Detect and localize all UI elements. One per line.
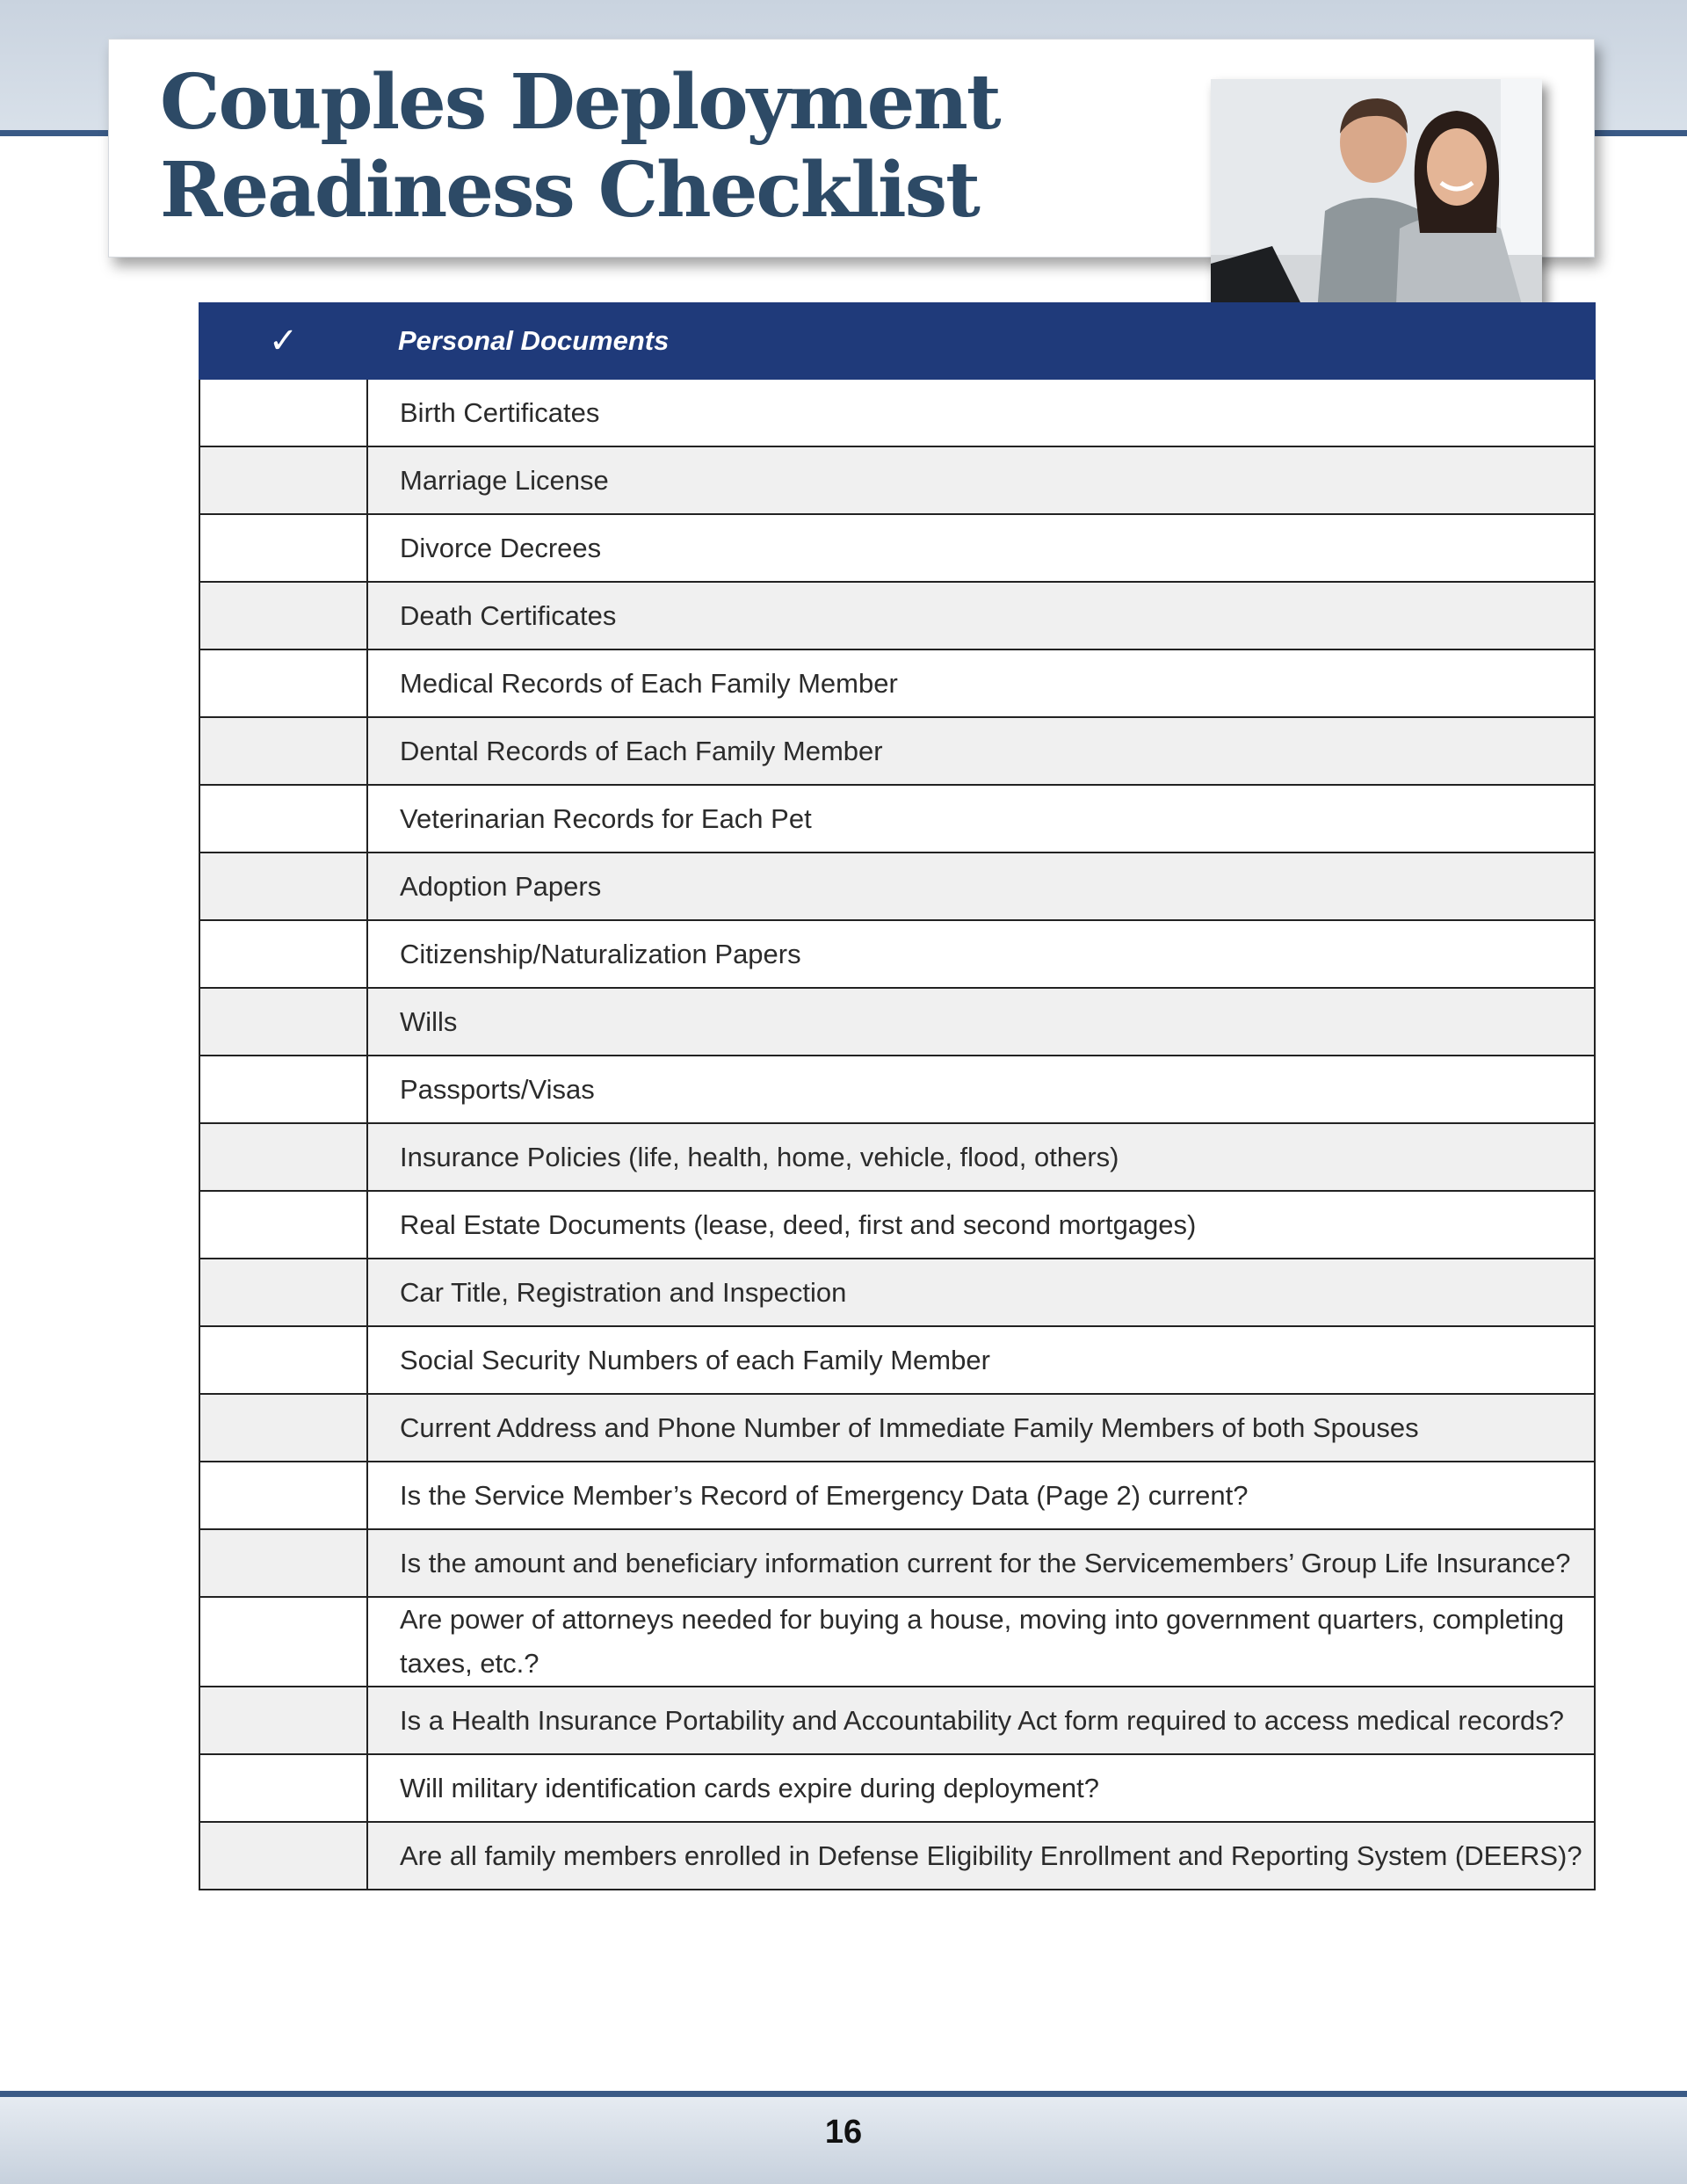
item-label: Car Title, Registration and Inspection (367, 1259, 1595, 1326)
checkbox-cell[interactable] (199, 1394, 367, 1462)
item-label: Citizenship/Naturalization Papers (367, 920, 1595, 988)
checkbox-cell[interactable] (199, 1123, 367, 1191)
checkbox-cell[interactable] (199, 446, 367, 514)
table-row (199, 1123, 1595, 1191)
table-row (199, 1687, 1595, 1754)
item-label: Insurance Policies (life, health, home, vehicle, flood, others) (367, 1123, 1595, 1191)
item-label: Is a Health Insurance Portability and Accountability Act form required to access medical records? (367, 1687, 1595, 1754)
item-label: Marriage License (367, 446, 1595, 514)
checkbox-cell[interactable] (199, 1687, 367, 1754)
checkbox-cell[interactable] (199, 988, 367, 1056)
page-number: 16 (824, 2114, 863, 2151)
checkbox-cell[interactable] (199, 514, 367, 582)
title-line-2: Readiness Checklist (160, 146, 979, 235)
checkbox-cell[interactable] (199, 1259, 367, 1326)
checkbox-cell[interactable] (199, 1056, 367, 1123)
item-label: Social Security Numbers of each Family Member (367, 1326, 1595, 1394)
item-label: Will military identification cards expire during deployment? (367, 1754, 1595, 1822)
item-label: Divorce Decrees (367, 514, 1595, 582)
item-label: Dental Records of Each Family Member (367, 717, 1595, 785)
checkbox-cell[interactable] (199, 1529, 367, 1597)
item-label: Are power of attorneys needed for buying a house, moving into government quarters, completing taxes, etc.? (367, 1597, 1595, 1687)
table-row (199, 1326, 1595, 1394)
table-row (199, 1754, 1595, 1822)
table-row (199, 514, 1595, 582)
item-label: Current Address and Phone Number of Immediate Family Members of both Spouses (367, 1394, 1595, 1462)
table-row (199, 1529, 1595, 1597)
couple-photo-icon (1211, 79, 1542, 323)
table-row (199, 582, 1595, 649)
table-row (199, 1597, 1595, 1687)
table-header-row (199, 303, 1595, 379)
table-row (199, 446, 1595, 514)
item-label: Passports/Visas (367, 1056, 1595, 1123)
item-label: Medical Records of Each Family Member (367, 649, 1595, 717)
table-row (199, 1394, 1595, 1462)
couple-photo-illustration (1211, 79, 1542, 323)
item-label: Is the amount and beneficiary information current for the Servicemembers’ Group Life Insurance? (367, 1529, 1595, 1597)
item-label: Death Certificates (367, 582, 1595, 649)
table-row (199, 785, 1595, 853)
checkbox-cell[interactable] (199, 1822, 367, 1890)
item-label: Wills (367, 988, 1595, 1056)
checkbox-cell[interactable] (199, 920, 367, 988)
checklist-table (199, 302, 1594, 1890)
checkbox-cell[interactable] (199, 1191, 367, 1259)
table-row (199, 1191, 1595, 1259)
item-label: Are all family members enrolled in Defense Eligibility Enrollment and Reporting System (DEERS)? (367, 1822, 1595, 1890)
item-label: Is the Service Member’s Record of Emergency Data (Page 2) current? (367, 1462, 1595, 1529)
checkbox-cell[interactable] (199, 1462, 367, 1529)
checkbox-cell[interactable] (199, 582, 367, 649)
table-row (199, 1462, 1595, 1529)
checkbox-cell[interactable] (199, 717, 367, 785)
table-row (199, 379, 1595, 446)
title-line-1: Couples Deployment (160, 58, 1000, 147)
checkbox-cell[interactable] (199, 379, 367, 446)
table-row (199, 1259, 1595, 1326)
item-label: Birth Certificates (367, 379, 1595, 446)
table-row (199, 853, 1595, 920)
checkbox-cell[interactable] (199, 785, 367, 853)
table-row (199, 1056, 1595, 1123)
item-label: Adoption Papers (367, 853, 1595, 920)
table-row (199, 1822, 1595, 1890)
table-row (199, 920, 1595, 988)
section-title: Personal Documents (367, 303, 1595, 379)
item-label: Real Estate Documents (lease, deed, first and second mortgages) (367, 1191, 1595, 1259)
page-title (160, 59, 1000, 235)
item-label: Veterinarian Records for Each Pet (367, 785, 1595, 853)
checkbox-cell[interactable] (199, 649, 367, 717)
footer-rule (0, 2091, 1687, 2097)
checkbox-cell[interactable] (199, 853, 367, 920)
checkbox-cell[interactable] (199, 1326, 367, 1394)
checkbox-cell[interactable] (199, 1597, 367, 1687)
checkbox-cell[interactable] (199, 1754, 367, 1822)
table-row (199, 988, 1595, 1056)
table-row (199, 649, 1595, 717)
check-column-header: ✓ (199, 303, 367, 379)
table-row (199, 717, 1595, 785)
